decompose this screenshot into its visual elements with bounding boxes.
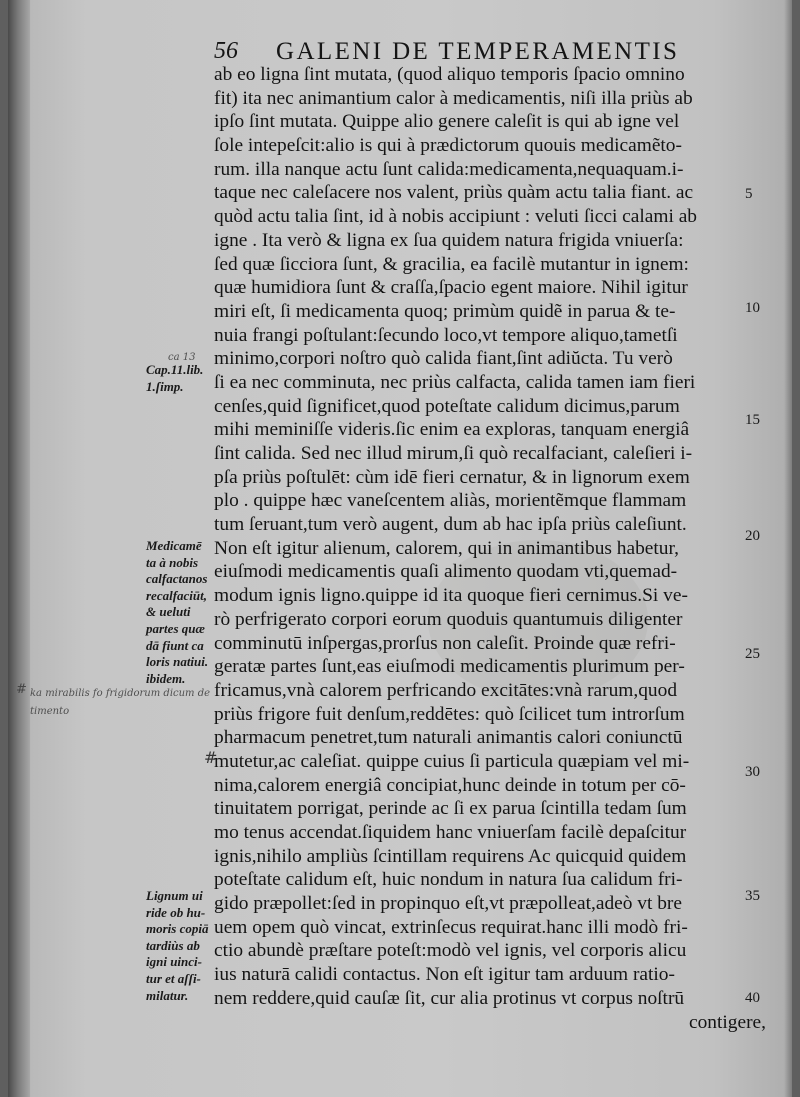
text-line: contigere, [689,1011,766,1033]
margin-note-line: tur et aſſi- [146,970,201,986]
text-line: rò perfrigerato corpori eorum quoduis quantumuis diligenter [214,608,683,630]
text-line: igne . Ita verò & ligna ex ſua quidem natura frigida vniuerſa: [214,229,684,251]
text-line: miri eſt, ſi medicamenta quoq; primùm quidẽ in parua & te- [214,300,676,322]
text-line: gido præpollet:ſed in propinquo eſt,vt præpolleat,adeò vt bre [214,893,682,915]
text-line: Non eſt igitur alienum, calorem, qui in animantibus habetur, [214,537,680,559]
text-line: minimo,corpori noſtro quò calida fiant,ſint adiŭcta. Tu verò [214,348,673,370]
text-line: plo . quippe hæc vaneſcentem aliàs, morientẽmque flammam [214,490,687,512]
text-line: geratæ partes ſunt,eas eiuſmodi medicamentis plurimum per- [214,656,685,678]
text-line: rum. illa nanque actu ſunt calida:medicamenta,nequaquam.i- [214,158,684,180]
text-line: mo tenus accendat.ſiquidem hanc vniuerſam facilè depaſcitur [214,822,687,843]
text-line: uem opem quò vincat, extrinſecus requirat.hanc illi modò fri- [214,916,688,938]
margin-note-line: loris natiui. [146,654,209,670]
running-title: GALENI DE TEMPERAMENTIS [276,38,680,65]
text-line: ipſo ſint mutata. Quippe alio genere caleſit is qui ab igne vel [214,111,680,133]
line-number-10: 10 [745,300,760,316]
text-line: taque nec caleſacere nos valent, priùs quàm actu talia fiant. ac [214,182,694,204]
manuscript-hash-mark: # [204,748,218,767]
text-line: poteſtate calidum eſt, huic nondum in natura ſua calidum fri- [214,869,683,891]
text-line: fit) ita nec animantium calor à medicamentis, niſi illa priùs ab [214,87,693,109]
text-line: ctio abundè præſtare poteſt:modò vel ignis, vel corporis alicu [214,940,687,962]
margin-note-line: tardiùs ab [146,937,200,953]
line-number-15: 15 [745,412,760,428]
text-line: ab eo ligna ſint mutata, (quod aliquo temporis ſpacio omnino [214,64,685,85]
text-line: tum ſeruant,tum verò augent, dum ab hac ipſa priùs caleſiunt. [214,514,687,536]
margin-note-line: partes quæ [146,620,205,636]
margin-note-lignum [146,888,218,1004]
manuscript-note-left-1: # [16,682,27,697]
text-line: nuia frangi poſtulant:ſecundo loco,vt tempore aliquo,tametſi [214,324,678,346]
text-line: nima,calorem energiâ concipiat,hunc deinde in totum per cō- [214,774,686,796]
text-line: ignis,nihilo ampliùs ſcintillam requirens Ac quicquid quidem [214,845,687,867]
main-text-block [214,63,770,1034]
page-number: 56 [214,38,238,64]
manuscript-note-left-2: ka mirabilis fo frigidorum dicum de [30,688,211,699]
text-line: quæ humidiora ſunt & craſſa,ſpacio egent maiore. Nihil igitur [214,277,688,299]
text-line: pſa priùs poſtulēt: cùm idē fieri cernatur, & in lignorum exem [214,466,690,488]
margin-note-cap [146,362,218,395]
text-line: nem reddere,quid cauſæ ſit, cur alia protinus vt corpus noſtrū [214,987,685,1009]
text-line: comminutū inſpergas,prorſus non caleſit. Proinde quæ refri- [214,632,676,654]
margin-note-line: Medicamē [146,538,202,553]
margin-note-line: igni uinci- [146,954,202,970]
manuscript-note-left-3: timento [30,706,70,717]
page-gutter-shadow [8,0,30,1097]
line-number-20: 20 [745,528,760,544]
margin-note-line: milatur. [146,987,189,1003]
text-line: pharmacum penetret,tum naturali animantis calori coniunctū [214,727,683,749]
text-line: ſed quæ ſicciora ſunt, & gracilia, ea facilè mutantur in ignem: [214,253,689,275]
text-line: ius naturā calidi contactus. Non eſt igitur tam arduum ratio- [214,964,675,986]
margin-note-line: moris copiā [146,921,209,937]
text-line: ſint calida. Sed nec illud mirum,ſi quò recalfaciant, caleſieri i- [214,443,693,464]
page-edge-shadow [784,0,792,1097]
margin-note-line: ride ob hu- [146,904,206,920]
text-line: cenſes,quid ſignificet,quod poteſtate calidum dicimus,parum [214,395,680,417]
line-number-40: 40 [745,990,760,1006]
margin-note-line: recalfaciūt, [146,587,208,603]
line-number-35: 35 [745,888,760,904]
margin-note-line: dā fiunt ca [146,637,204,653]
line-number-30: 30 [745,764,760,780]
text-line: fricamus,vnà calorem perfricando excitātes:vnà rarum,quod [214,679,678,701]
margin-note-line: Lignum ui [146,888,203,903]
margin-note-medicamenta [146,538,218,687]
text-line: mutetur,ac caleſiat. quippe cuius ſi particula quæpiam vel mi- [214,750,690,772]
text-line: modum ignis ligno.quippe id ita quoque fieri cernimus.Si ve- [214,585,688,607]
text-line: tinuitatem porrigat, perinde ac ſi ex parua ſcintilla tedam ſum [214,798,687,820]
text-line: ſole intepeſcit:alio is qui à prædictorum quouis medicamẽto- [214,135,682,157]
text-line: priùs frigore fuit denſum,reddētes: quò ſcilicet tum introrſum [214,703,685,725]
margin-note-line: ibidem. [146,670,186,686]
line-number-25: 25 [745,646,760,662]
manuscript-note-upper: ca 13 [168,352,196,363]
margin-note-line: 1.ſimp. [146,378,184,394]
line-number-5: 5 [745,186,753,202]
margin-note-line: ta à nobis [146,554,199,570]
margin-note-line: & ueluti [146,604,191,620]
margin-note-line: calfactanos [146,571,208,587]
margin-note-line: Cap.11.lib. [146,362,204,377]
text-line: eiuſmodi medicamentis quaſi alimento quodam vti,quemad- [214,561,678,583]
text-line: ſi ea nec comminuta, nec priùs calfacta, calida tamen iam fieri [214,371,696,393]
text-line: quòd actu talia ſint, id à nobis accipiunt : veluti ſicci calami ab [214,206,698,228]
text-line: mihi meminiſſe videris.ſic enim ea exploras, tanquam energiâ [214,419,690,441]
